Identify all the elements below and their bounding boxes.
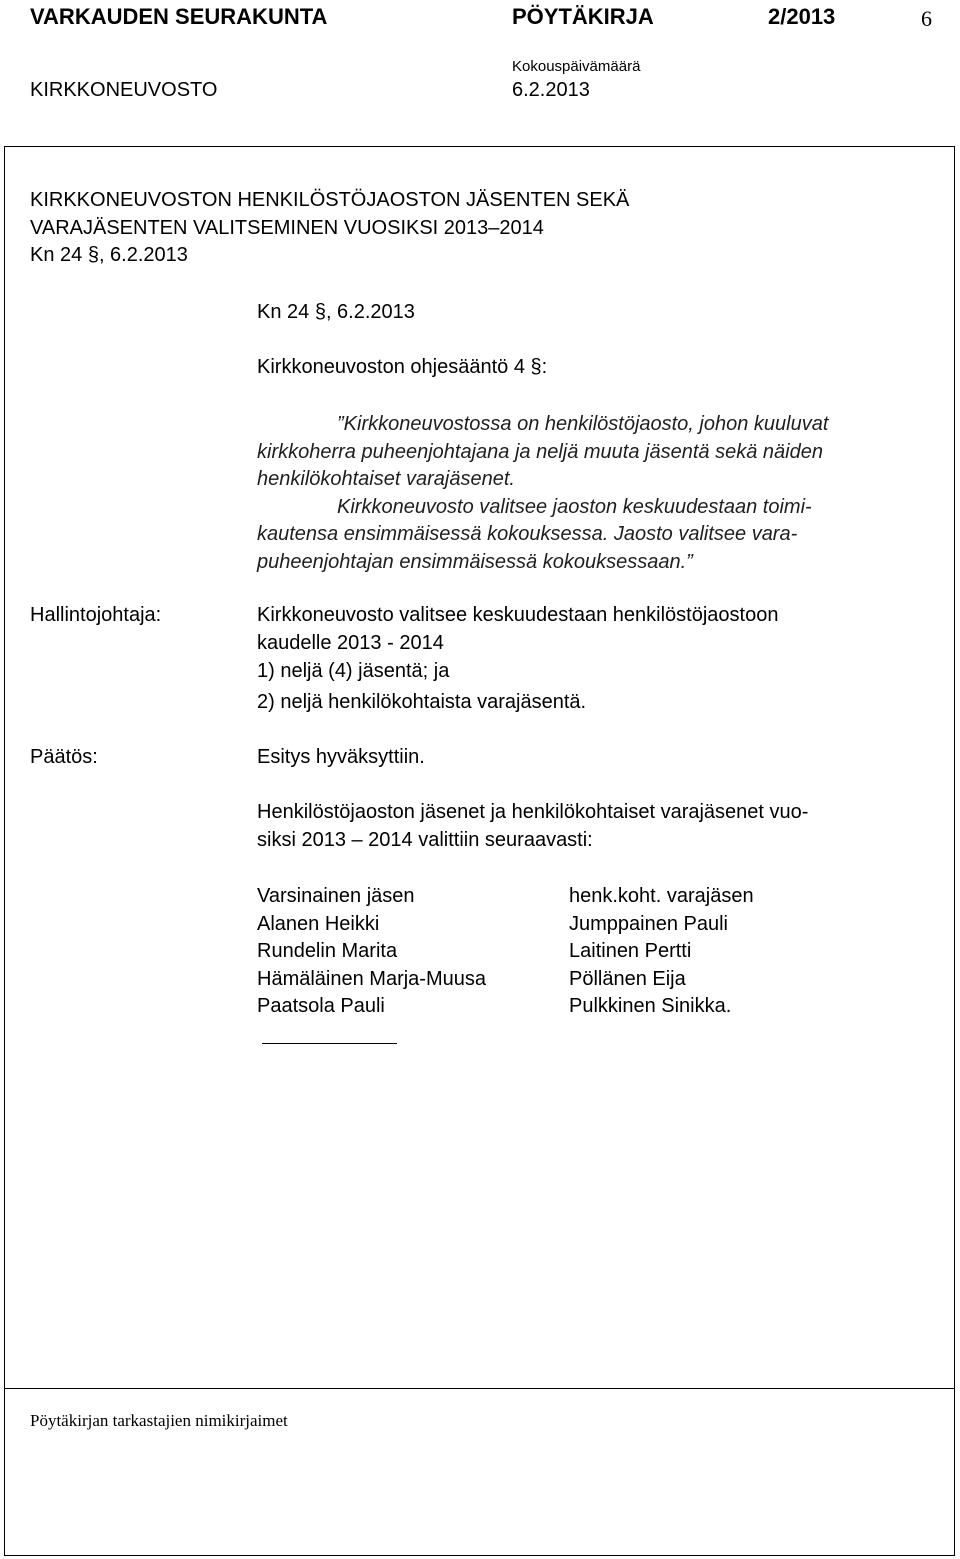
signature-label: Pöytäkirjan tarkastajien nimikirjaimet xyxy=(30,1411,288,1430)
doc-number: 2/2013 xyxy=(768,4,836,29)
section-reference-indented: Kn 24 §, 6.2.2013 xyxy=(257,301,415,323)
signature-divider xyxy=(4,1388,955,1389)
member-name: Paatsola Pauli xyxy=(257,995,385,1017)
decision-text: Esitys hyväksyttiin. xyxy=(257,746,425,768)
proposal-label: Hallintojohtaja: xyxy=(30,604,162,626)
org-name: VARKAUDEN SEURAKUNTA xyxy=(30,4,328,29)
deputy-name: Laitinen Pertti xyxy=(569,940,692,962)
body-name: KIRKKONEUVOSTO xyxy=(30,79,218,101)
member-name: Rundelin Marita xyxy=(257,940,398,962)
quote-line: puheenjohtajan ensimmäisessä kokouksessaan.” xyxy=(257,550,693,573)
members-col2-header: henk.koht. varajäsen xyxy=(569,885,754,907)
proposal-line: 1) neljä (4) jäsentä; ja xyxy=(257,660,450,682)
quote-line: kautensa ensimmäisessä kokouksessa. Jaosto valitsee vara- xyxy=(257,523,798,545)
doc-type: PÖYTÄKIRJA xyxy=(512,4,654,29)
proposal-line: Kirkkoneuvosto valitsee keskuudestaan henkilöstöjaostoon xyxy=(257,604,779,626)
quote-line: henkilökohtaiset varajäsenet. xyxy=(257,468,515,490)
member-name: Hämäläinen Marja-Muusa xyxy=(257,967,486,990)
section-title-line1: KIRKKONEUVOSTON HENKILÖSTÖJAOSTON JÄSENTEN SEKÄ xyxy=(30,189,630,211)
page-number: 6 xyxy=(921,6,932,31)
date-label: Kokouspäivämäärä xyxy=(512,58,641,75)
deputy-name: Pöllänen Eija xyxy=(569,967,686,990)
deputy-name: Pulkkinen Sinikka. xyxy=(569,995,732,1017)
deputy-name: Jumppainen Pauli xyxy=(569,912,728,935)
meeting-date: 6.2.2013 xyxy=(512,79,590,101)
quote-line: Kirkkoneuvosto valitsee jaoston keskuudestaan toimi- xyxy=(337,495,812,518)
proposal-line: 2) neljä henkilökohtaista varajäsentä. xyxy=(257,691,587,713)
result-line: Henkilöstöjaoston jäsenet ja henkilökohtaiset varajäsenet vuo- xyxy=(257,801,809,823)
members-column-deputy xyxy=(569,883,754,1021)
section-end-rule xyxy=(262,1043,397,1044)
result-line: siksi 2013 – 2014 valittiin seuraavasti: xyxy=(257,829,593,851)
member-name: Alanen Heikki xyxy=(257,912,380,935)
section-reference: Kn 24 §, 6.2.2013 xyxy=(30,244,188,266)
members-col1-header: Varsinainen jäsen xyxy=(257,885,415,907)
proposal-line: kaudelle 2013 - 2014 xyxy=(257,632,444,654)
members-column-regular xyxy=(257,883,486,1021)
section-title-line2: VARAJÄSENTEN VALITSEMINEN VUOSIKSI 2013–2014 xyxy=(30,217,544,239)
quote-line: ”Kirkkoneuvostossa on henkilöstöjaosto, johon kuuluvat xyxy=(337,413,829,435)
quote-line: kirkkoherra puheenjohtajana ja neljä muuta jäsentä sekä näiden xyxy=(257,440,823,463)
rule-intro: Kirkkoneuvoston ohjesääntö 4 §: xyxy=(257,356,548,378)
decision-label: Päätös: xyxy=(30,746,98,768)
